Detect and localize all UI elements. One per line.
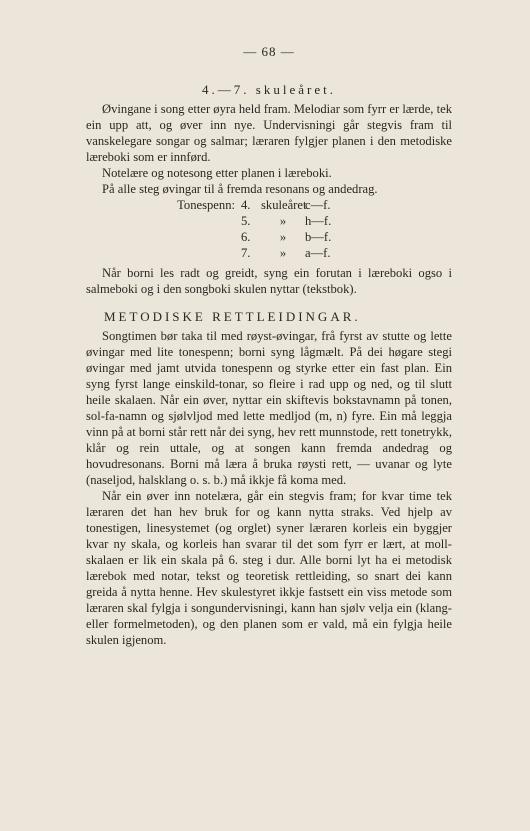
paragraph-reading: Når borni les radt og greidt, syng ein forutan i læreboki ogso i salmeboki og i den songboki skulen nyttar (tekstbok). bbox=[86, 266, 452, 296]
tone-range-table bbox=[86, 197, 452, 261]
section-heading-school-years: 4.—7. skuleåret. bbox=[202, 82, 336, 97]
paragraph-note-theory: Notelære og notesong etter planen i læreboki. bbox=[102, 166, 332, 180]
tone-range-year: 6. bbox=[241, 230, 251, 244]
tone-range-word: » bbox=[279, 214, 287, 228]
tone-range-year: 4. bbox=[241, 198, 251, 212]
tone-range-word: skuleåret bbox=[261, 198, 307, 212]
tone-range-row bbox=[86, 245, 452, 261]
page-number: — 68 — bbox=[243, 44, 295, 59]
paragraph-resonance: På alle steg øvingar til å fremda resonans og andedrag. bbox=[102, 182, 378, 196]
tone-range-year: 7. bbox=[241, 246, 251, 260]
paragraph-ear-training: Øvingane i song etter øyra held fram. Melodiar som fyrr er lærde, tek ein upp att, og øver inn nye. Undervisningi går stegvis fram til vanskelegare songar og salmar; læraren fylgjer planen i den metodiske læreboki som er innførd. bbox=[86, 102, 452, 164]
section-heading-methodology: METODISKE RETTLEIDINGAR. bbox=[104, 309, 361, 324]
tone-range-row bbox=[86, 213, 452, 229]
paragraph-note-teaching: Når ein øver inn notelæra, går ein stegvis fram; for kvar time tek læraren det han hev bruk for og kann nytta straks. Ved hjelp av tonestigen, linesystemet (og orglet) syner læraren korleis ein byggjer kvar ny skala, og korleis han svarar til det som fyrr er lært, at moll-skalaen er lik ein skala på 6. steg i dur. Alle borni lyt ha ei metodisk lærebok med notar, tekst og teoretisk rettleiding, so snart dei kann greida å nytta henne. Hev skulestyret ikkje fastsett ein viss metode som læraren skal fylgja i songundervisningi, kann han sjølv velja ein (klang- eller formelmetoden), og den planen som er vald, må ein fylgja heile skulen igjenom. bbox=[86, 489, 452, 647]
paragraph-voice-exercises: Songtimen bør taka til med røyst-øvingar, frå fyrst av stutte og lette øvingar med lite tonespenn; borni syng lågmælt. På dei høgare stegi øvingar med jamt utvida tonespenn og styrke etter ein fast plan. Ein syng fyrst lange einskild-tonar, so fleire i rad upp og ned, og til slutt heile skalaen. Når ein øver, nyttar ein skiftevis bokstavnamn på tonen, sol-fa-namn og sjølvljod med lette medljod (m, n) fyre. Ein må leggja vinn på at borni står rett når dei syng, hev rett munnstode, rett tonetrykk, klår og rein uttale, og at songen kann fremda andedrag og hovudresonans. Borni må læra å bruka røysti rett, — uvanar og lyte (naseljod, halsklang o. s. b.) må ikkje få koma med. bbox=[86, 329, 452, 487]
tone-range-row bbox=[86, 229, 452, 245]
tone-range-value: c—f. bbox=[305, 198, 331, 212]
tone-range-word: » bbox=[279, 230, 287, 244]
tone-range-value: a—f. bbox=[305, 246, 331, 260]
tone-range-word: » bbox=[279, 246, 287, 260]
tone-range-row bbox=[86, 197, 452, 213]
tone-range-label: Tonespenn: bbox=[177, 198, 235, 212]
tone-range-value: h—f. bbox=[305, 214, 332, 228]
tone-range-year: 5. bbox=[241, 214, 251, 228]
tone-range-value: b—f. bbox=[305, 230, 332, 244]
